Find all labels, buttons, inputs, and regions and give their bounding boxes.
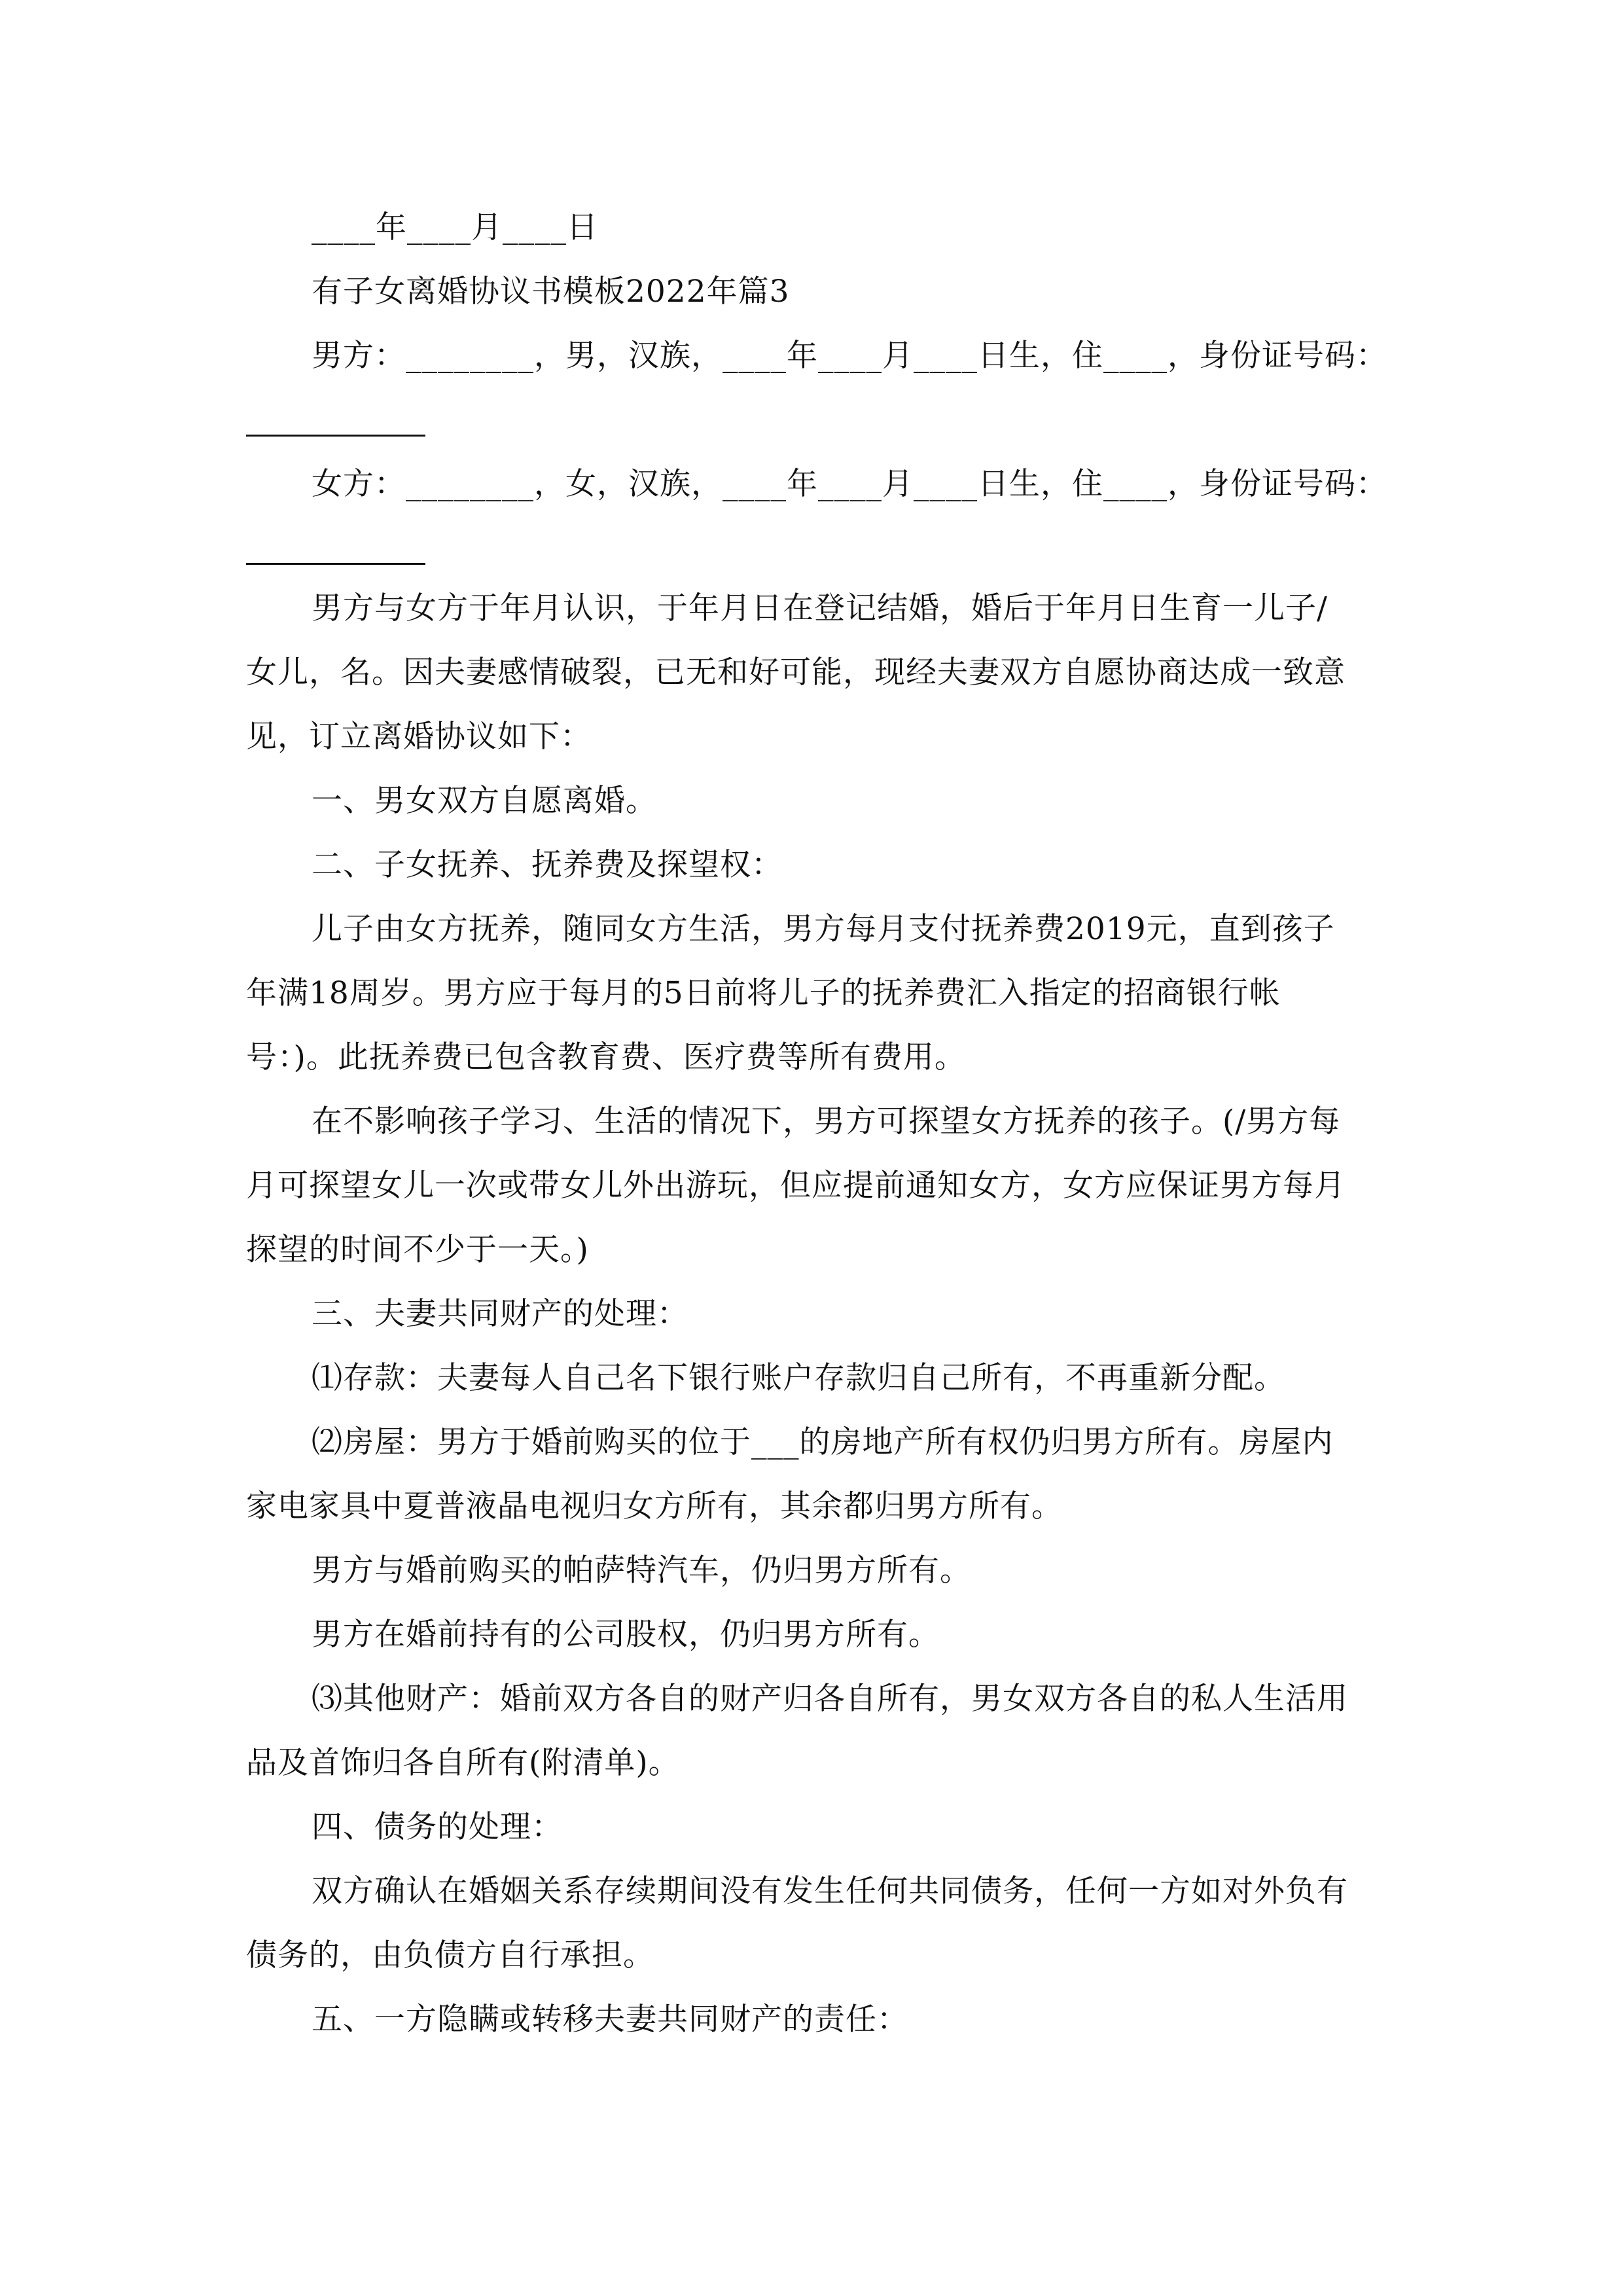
car-line: 男方与婚前购买的帕萨特汽车，仍归男方所有。 [312,1552,971,1588]
section-5-heading: 五、一方隐瞒或转移夫妻共同财产的责任： [312,2001,908,2037]
support-line-2: 年满18周岁。男方应于每月的5日前将儿子的抚养费汇入指定的招商银行帐 [246,975,1281,1011]
male-id-blank [246,435,425,437]
section-1-heading: 一、男女双方自愿离婚。 [312,783,657,819]
equity-line: 男方在婚前持有的公司股权，仍归男方所有。 [312,1617,940,1653]
intro-line-3: 见，订立离婚协议如下： [246,719,592,755]
male-info: 男方：________，男，汉族，____年____月____日生，住____，身份证号码： [312,338,1387,374]
document-title: 有子女离婚协议书模板2022年篇3 [312,274,790,310]
intro-line-1: 男方与女方于年月认识，于年月日在登记结婚，婚后于年月日生育一儿子/ [312,590,1328,626]
section-4-heading: 四、债务的处理： [312,1809,563,1845]
support-line-3: 号：)。此抚养费已包含教育费、医疗费等所有费用。 [246,1039,966,1075]
other-property-line-1: ⑶其他财产：婚前双方各自的财产归各自所有，男女双方各自的私人生活用 [312,1681,1348,1717]
intro-line-2: 女儿，名。因夫妻感情破裂，已无和好可能，现经夫妻双方自愿协商达成一致意 [246,655,1346,691]
section-3-heading: 三、夫妻共同财产的处理： [312,1296,688,1332]
deposit-line: ⑴存款：夫妻每人自己名下银行账户存款归自己所有，不再重新分配。 [312,1360,1285,1396]
support-line-1: 儿子由女方抚养，随同女方生活，男方每月支付抚养费2019元，直到孩子 [312,911,1335,947]
visit-line-2: 月可探望女儿一次或带女儿外出游玩，但应提前通知女方，女方应保证男方每月 [246,1168,1346,1204]
section-2-heading: 二、子女抚养、抚养费及探望权： [312,847,783,883]
visit-line-3: 探望的时间不少于一天。) [246,1232,589,1268]
house-line-2: 家电家具中夏普液晶电视归女方所有，其余都归男方所有。 [246,1488,1063,1524]
female-id-blank [246,563,425,565]
female-info: 女方：________，女，汉族，____年____月____日生，住____，身份证号码： [312,466,1387,502]
house-line-1: ⑵房屋：男方于婚前购买的位于___的房地产所有权仍归男方所有。房屋内 [312,1424,1334,1460]
visit-line-1: 在不影响孩子学习、生活的情况下，男方可探望女方抚养的孩子。(/男方每 [312,1103,1341,1139]
debt-line-1: 双方确认在婚姻关系存续期间没有发生任何共同债务，任何一方如对外负有 [312,1873,1348,1909]
debt-line-2: 债务的，由负债方自行承担。 [246,1937,654,1973]
date-line: ____年____月____日 [312,209,598,245]
other-property-line-2: 品及首饰归各自所有(附清单)。 [246,1745,680,1781]
